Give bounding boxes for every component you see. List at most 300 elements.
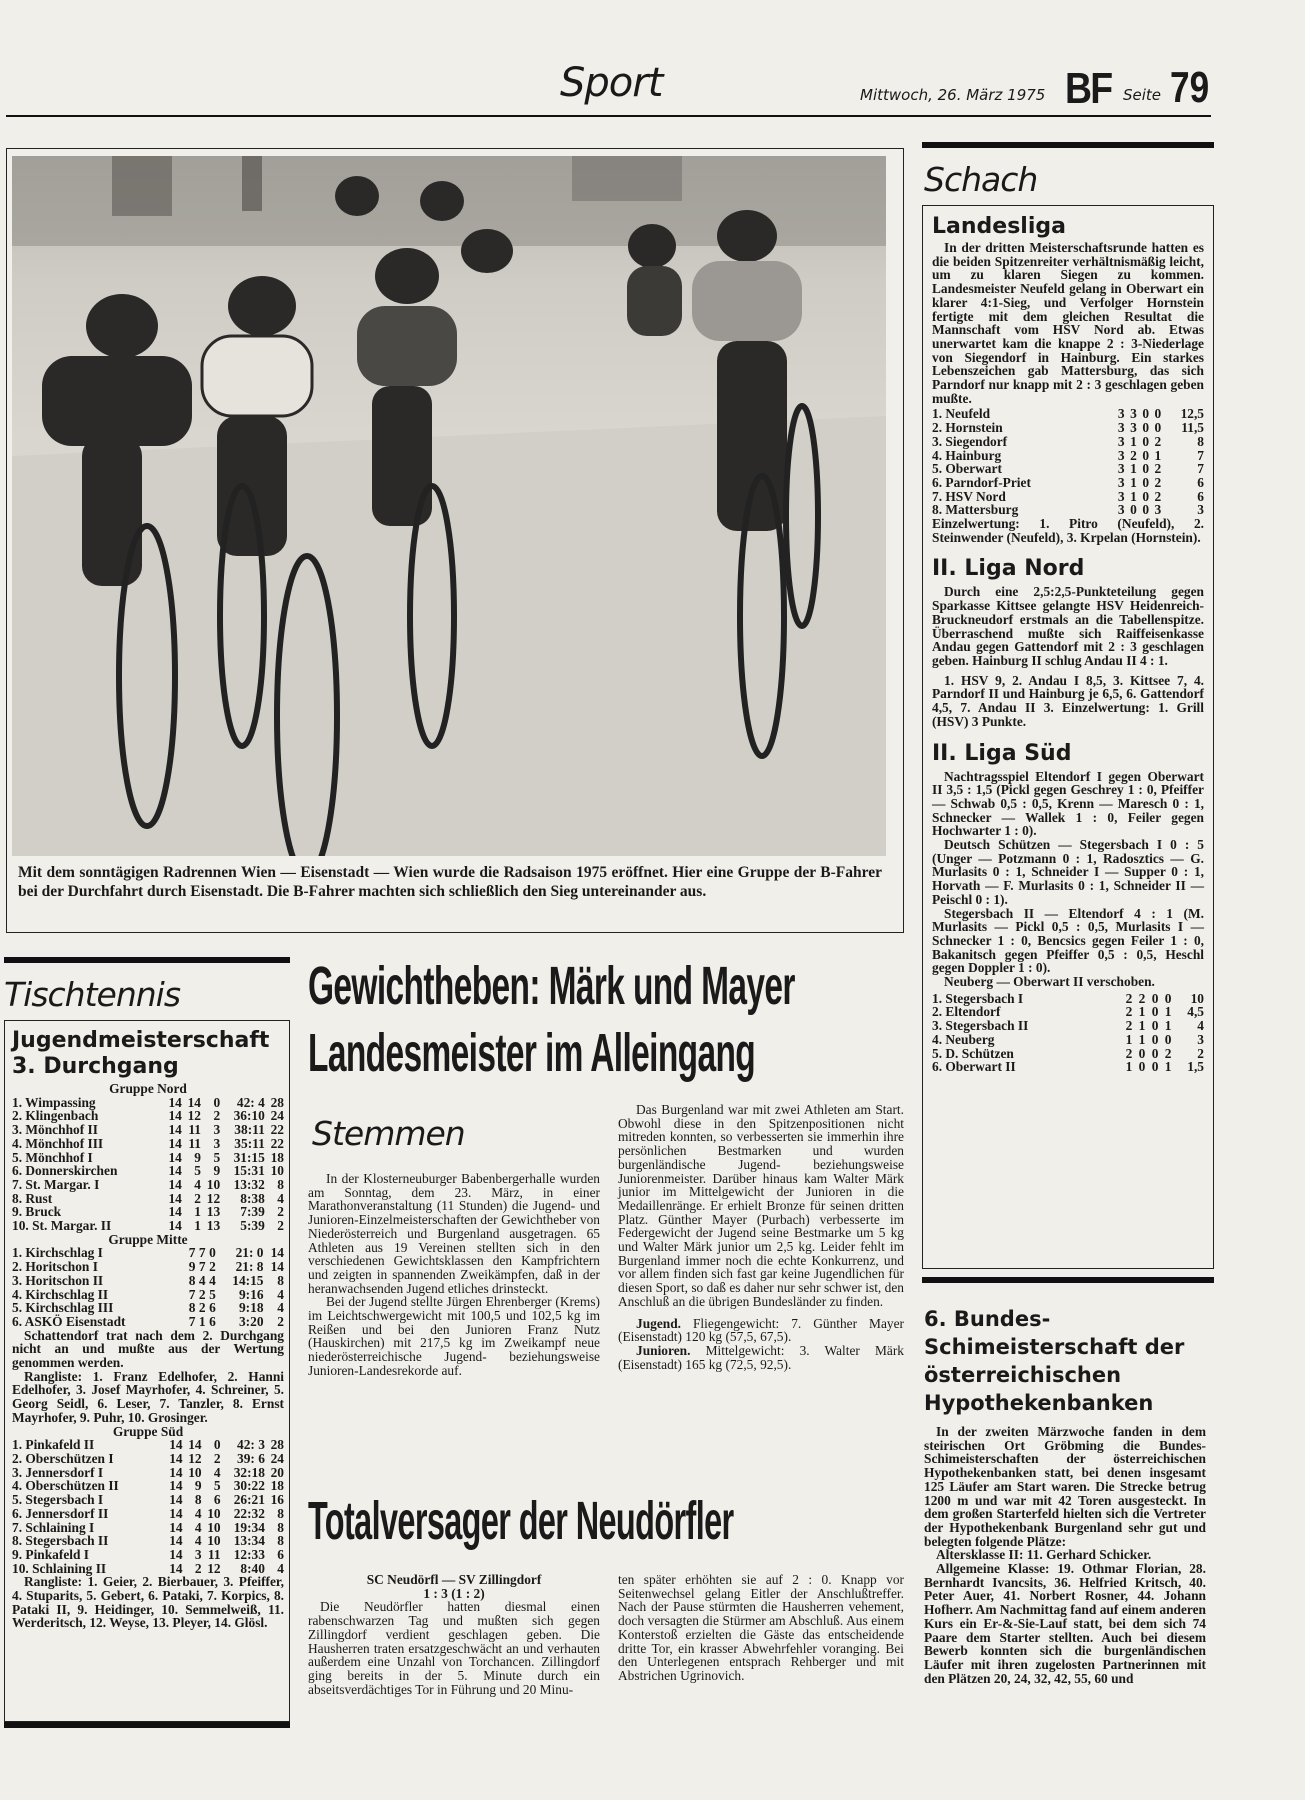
stat-cell: 19:34 — [233, 1519, 265, 1535]
tt-nord-table — [12, 1082, 284, 1233]
stat-cell: 8 — [194, 1492, 202, 1508]
tt-mitte-note: Schattendorf trat nach dem 2. Durchgang nicht an und mußte aus der Wertung genommen werden. — [12, 1327, 284, 1371]
stat-cell: 7:39 — [240, 1204, 265, 1220]
team-name: 4. Mönchhof III — [12, 1135, 104, 1151]
landesliga-row — [932, 435, 1204, 449]
landesliga-row — [932, 449, 1204, 463]
stat-cell: 6 — [213, 1492, 221, 1508]
stat-cell: 24 — [270, 1108, 284, 1124]
team-name: 9. Pinkafeld I — [12, 1546, 90, 1562]
stat-cell: 3 — [1117, 447, 1125, 463]
team-name: 3. Jennersdorf I — [12, 1464, 104, 1480]
stat-cell: 10 — [207, 1505, 221, 1521]
stat-cell: 6 — [1197, 474, 1204, 490]
stat-cell: 2 — [1154, 461, 1162, 477]
stat-cell: 3 — [213, 1122, 221, 1138]
landesliga-title: Landesliga — [932, 214, 1066, 239]
stat-cell: 7 — [198, 1259, 206, 1275]
tt-title2: 3. Durchgang — [12, 1054, 179, 1079]
gewichtheben-headline-2: Landesmeister im Alleingang — [308, 1023, 756, 1083]
tt-mitte-table — [12, 1233, 284, 1329]
stat-cell: 0 — [213, 1437, 221, 1453]
liga-sued-title: II. Liga Süd — [932, 740, 1072, 766]
cyclists-illustration — [12, 156, 886, 856]
liga-sued-row — [932, 1060, 1204, 1074]
stat-cell: 2 — [1164, 1045, 1172, 1061]
stat-cell: 14 — [168, 1218, 182, 1234]
tt-nord-row — [12, 1164, 284, 1178]
stat-cell: 1 — [1164, 1059, 1172, 1075]
stat-cell: 1 — [1125, 1059, 1133, 1075]
stat-cell: 18 — [270, 1149, 284, 1165]
stat-cell: 2 — [277, 1313, 284, 1329]
stat-cell: 0 — [1130, 502, 1137, 518]
stat-cell: 0 — [1154, 420, 1162, 436]
stat-cell: 0 — [1151, 1059, 1159, 1075]
stat-cell: 15:31 — [233, 1163, 265, 1179]
stat-cell: 14 — [270, 1259, 284, 1275]
stat-cell: 1 — [194, 1218, 201, 1234]
gewichtheben-col1 — [308, 1172, 600, 1378]
stat-cell: 8 — [277, 1505, 284, 1521]
team-name: 3. Horitschon II — [12, 1272, 104, 1288]
team-name: 6. ASKÖ Eisenstadt — [12, 1313, 126, 1329]
liga-sued-row — [932, 1019, 1204, 1033]
stat-cell: 3 — [1117, 474, 1125, 490]
stat-cell: 11,5 — [1181, 420, 1204, 436]
team-name: 5. Stegersbach I — [12, 1492, 104, 1508]
team-name: 2. Oberschützen I — [12, 1450, 114, 1466]
stat-cell: 21: 0 — [235, 1245, 264, 1261]
stat-cell: 10 — [207, 1533, 221, 1549]
stat-cell: 0 — [1138, 1045, 1146, 1061]
tt-mitte-row — [12, 1301, 284, 1315]
team-name: 6. Parndorf-Priet — [932, 474, 1031, 490]
stat-cell: 3 — [1197, 1031, 1204, 1047]
gewichtheben-text-1b: Bei der Jugend stellte Jürgen Ehrenberger (Krems) im Leichtschwergewicht mit 100,5 und 102,5 kg im Reißen und bei den Junioren Franz Nutz (Hauskirchen) mit 217,5 kg im Zweikampf neue niederösterreichische Jugend- beziehungsweise Junioren-Landesrekorde auf. — [308, 1294, 600, 1378]
stat-cell: 1 — [1138, 1018, 1146, 1034]
stat-cell: 7 — [188, 1313, 196, 1329]
team-name: 2. Eltendorf — [932, 1004, 1001, 1020]
schi-article — [924, 1305, 1206, 1685]
stat-cell: 3:20 — [238, 1313, 264, 1329]
stat-cell: 11 — [188, 1122, 201, 1138]
gewichtheben-col2 — [618, 1103, 904, 1371]
landesliga-text: In der dritten Meisterschaftsrunde hatten es die beiden Spitzenreiter verhältnismäßig leicht, um zu klaren Siegen zu kommen. Landesmeister Neufeld gelang in Oberwart ein klarer 4:1-Sieg, und Verfolger Hornstein fertigte mit dem gleichen Resultat die Mannschaft vom HSV Nord ab. Etwas unerwartet kam die knappe 2 : 3-Niederlage von Siegendorf in Hainburg. Ein starkes Lebenszeichen gab Mattersburg, das sich Parndorf nur knapp mit 2 : 3 geschlagen geben mußte. — [932, 240, 1204, 406]
stat-cell: 14 — [169, 1505, 183, 1521]
stat-cell: 11 — [207, 1546, 221, 1562]
stat-cell: 14 — [168, 1122, 182, 1138]
section-title: Sport — [560, 60, 663, 106]
team-name: 8. Rust — [12, 1190, 53, 1206]
tt-nord-row — [12, 1178, 284, 1192]
team-name: 5. Kirchschlag III — [12, 1300, 114, 1316]
stat-cell: 7 — [198, 1245, 206, 1261]
stat-cell: 14 — [169, 1464, 183, 1480]
stat-cell: 30:22 — [233, 1478, 265, 1494]
liga-sued-table — [932, 992, 1204, 1074]
stat-cell: 1 — [1130, 474, 1137, 490]
stat-cell: 3 — [1117, 502, 1125, 518]
stat-cell: 6 — [209, 1313, 216, 1329]
stat-cell: 7 — [188, 1286, 196, 1302]
tt-mitte-row — [12, 1274, 284, 1288]
issue-date: Mittwoch, 26. März 1975 — [860, 86, 1046, 104]
tt-sued-row — [12, 1507, 284, 1521]
stat-cell: 4 — [277, 1300, 284, 1316]
tt-sued-row — [12, 1466, 284, 1480]
stat-cell: 0 — [213, 1094, 221, 1110]
team-name: 4. Neuberg — [932, 1031, 995, 1047]
stat-cell: 2 — [198, 1286, 206, 1302]
tt-nord-row — [12, 1137, 284, 1151]
stat-cell: 0 — [1164, 1031, 1172, 1047]
stat-cell: 2 — [277, 1204, 284, 1220]
stat-cell: 8 — [277, 1272, 284, 1288]
stat-cell: 0 — [1142, 447, 1150, 463]
header-rule — [6, 115, 1211, 117]
landesliga-row — [932, 476, 1204, 490]
stat-cell: 14 — [187, 1094, 201, 1110]
stat-cell: 12 — [187, 1108, 201, 1124]
stat-cell: 28 — [270, 1094, 284, 1110]
stat-cell: 0 — [209, 1245, 216, 1261]
team-name: 2. Hornstein — [932, 420, 1003, 436]
stat-cell: 31:15 — [233, 1149, 265, 1165]
landesliga-row — [932, 503, 1204, 517]
tt-section-title: Tischtennis — [4, 975, 181, 1014]
team-name: 1. Wimpassing — [12, 1094, 96, 1110]
tt-nord-row — [12, 1151, 284, 1165]
stat-cell: 3 — [1117, 420, 1125, 436]
tt-mitte-row — [12, 1260, 284, 1274]
team-name: 8. Mattersburg — [932, 502, 1019, 518]
stat-cell: 14 — [168, 1176, 182, 1192]
landesliga-row — [932, 490, 1204, 504]
stat-cell: 10 — [1190, 990, 1204, 1006]
stat-cell: 4 — [194, 1519, 202, 1535]
schach-content — [932, 210, 1204, 1074]
stat-cell: 2 — [1130, 447, 1137, 463]
stat-cell: 8 — [188, 1272, 196, 1288]
fussball-match: SC Neudörfl — SV Zillingdorf — [366, 1572, 542, 1587]
stat-cell: 28 — [270, 1437, 284, 1453]
stat-cell: 4 — [213, 1464, 221, 1480]
stat-cell: 2 — [198, 1300, 206, 1316]
tt-sued-row — [12, 1493, 284, 1507]
liga-sued-row — [932, 1047, 1204, 1061]
stat-cell: 10 — [206, 1176, 221, 1192]
stat-cell: 14 — [168, 1135, 182, 1151]
stat-cell: 1 — [1154, 447, 1162, 463]
stat-cell: 6 — [277, 1546, 284, 1562]
stat-cell: 4 — [277, 1286, 284, 1302]
fussball-col2 — [618, 1573, 904, 1683]
tt-sued-row — [12, 1562, 284, 1576]
liga-nord-title: II. Liga Nord — [932, 556, 1085, 582]
tt-mitte-row — [12, 1246, 284, 1260]
stat-cell: 0 — [1151, 1004, 1159, 1020]
deutsch-head: Deutsch Schützen — Stegersbach I 0 : 5 — [944, 837, 1204, 853]
stat-cell: 0 — [1164, 990, 1172, 1006]
stat-cell: 21: 8 — [235, 1259, 264, 1275]
stat-cell: 4 — [1197, 1018, 1204, 1034]
gewichtheben-kicker: Stemmen — [312, 1114, 465, 1153]
team-name: 6. Oberwart II — [932, 1059, 1016, 1075]
stat-cell: 0 — [1142, 474, 1150, 490]
stat-cell: 38:11 — [234, 1122, 265, 1138]
stat-cell: 13 — [206, 1204, 221, 1220]
stat-cell: 8 — [277, 1519, 284, 1535]
stat-cell: 0 — [1138, 1059, 1146, 1075]
stat-cell: 9 — [194, 1478, 202, 1494]
tt-nord-row — [12, 1219, 284, 1233]
stat-cell: 14 — [169, 1492, 183, 1508]
page-number: 79 — [1170, 63, 1210, 112]
tt-title1: Jugendmeisterschaft — [12, 1028, 270, 1053]
stat-cell: 13 — [206, 1218, 221, 1234]
tt-sued-row — [12, 1438, 284, 1452]
stat-cell: 14 — [169, 1437, 183, 1453]
stat-cell: 14 — [169, 1478, 183, 1494]
stat-cell: 1 — [1164, 1018, 1172, 1034]
stat-cell: 12 — [206, 1190, 221, 1206]
stat-cell: 0 — [1154, 406, 1162, 422]
team-name: 3. Mönchhof II — [12, 1122, 98, 1138]
gewichtheben-text-2: Das Burgenland war mit zwei Athleten am Start. Obwohl diese in den Spitzenpositionen nicht mitreden konnten, so verbesserten sie immerhin ihre persönlichen Bestmarken und wurden burgenländische Jugend- beziehungsweise Juniorenmeister. Darüber hinaus kam Walter Märk junior im Mittelgewicht der Junioren in die Medaillenränge. Er erhielt Bronze für seinen dritten Platz. Günther Mayer (Purbach) verbesserte im Federgewicht der Jugend seine Bestmarke um 5 kg und Walter Märk junior um 2,5 kg. Leider fehlt im Burgenland immer noch die echte Konkurrenz, und vor allem finden sich fast gar keine Jugendlichen für diesen Sport, so daß es daher nur sehr schwer ist, den Anschluß an die übrigen Bundesländer zu finden. — [618, 1102, 904, 1309]
stat-cell: 9 — [194, 1149, 201, 1165]
stat-cell: 4 — [198, 1272, 206, 1288]
stat-cell: 3 — [1197, 502, 1204, 518]
junioren-label: Junioren. — [636, 1342, 691, 1358]
stat-cell: 8 — [1197, 433, 1204, 449]
stat-cell: 2 — [1154, 488, 1162, 504]
stat-cell: 5:39 — [240, 1218, 265, 1234]
schi-text: In der zweiten Märzwoche fanden in dem steirischen Ort Gröbming die Bundes-Schimeisterschaften der österreichischen Hypothekenbanken statt, bei denen insgesamt 125 Läufer am Start waren. Die Strecke betrug 1200 m und war mit 42 Toren ausgesteckt. In dem großen Starterfeld hielten sich die Vertreter der Hypothekenbank Burgenland sehr gut und belegten folgende Plätze: — [924, 1424, 1206, 1549]
liga-sued-row — [932, 1033, 1204, 1047]
landesliga-einzel: Einzelwertung: 1. Pitro (Neufeld), 2. Steinwender (Neufeld), 3. Krpelan (Hornstein). — [932, 516, 1204, 545]
stat-cell: 10 — [270, 1163, 284, 1179]
team-name: 4. Hainburg — [932, 447, 1002, 463]
tt-sued-rang: 1. Geier, 2. Bierbauer, 3. Pfeiffer, 4. Stuparits, 5. Gebert, 6. Pataki, 7. Korpics, 8. Pataki II, 9. Heidinger, 10. Semmelweiß, 11. Werderitsch, 12. Weyse, 13. Pleyer, 14. Glösl. — [12, 1574, 284, 1631]
newspaper-logo: BF — [1065, 64, 1112, 113]
fussball-col1 — [308, 1573, 600, 1696]
team-name: 5. Oberwart — [932, 461, 1002, 477]
team-name: 5. Mönchhof I — [12, 1149, 93, 1165]
nachtrag-head: Nachtragsspiel Eltendorf I gegen Oberwart II 3,5 : 1,5 — [932, 768, 1204, 798]
stat-cell: 0 — [1142, 488, 1150, 504]
stat-cell: 0 — [1142, 433, 1150, 449]
stat-cell: 0 — [1142, 420, 1150, 436]
stat-cell: 2 — [1125, 1045, 1133, 1061]
tt-content — [12, 1028, 284, 1630]
team-name: 8. Stegersbach II — [12, 1533, 109, 1549]
team-name: 3. Stegersbach II — [932, 1018, 1029, 1034]
stat-cell: 22:32 — [233, 1505, 265, 1521]
tt-sued-row — [12, 1452, 284, 1466]
stat-cell: 3 — [1154, 502, 1162, 518]
stat-cell: 12,5 — [1180, 406, 1204, 422]
tt-nord-row — [12, 1192, 284, 1206]
stat-cell: 13:32 — [233, 1176, 265, 1192]
stat-cell: 1 — [198, 1313, 206, 1329]
stat-cell: 0 — [1151, 1031, 1159, 1047]
tt-mitte-rang-label: Rangliste: — [24, 1368, 83, 1384]
stat-cell: 1 — [1125, 1031, 1133, 1047]
stat-cell: 1 — [1138, 1031, 1146, 1047]
stat-cell: 3 — [1117, 406, 1125, 422]
stat-cell: 1 — [1130, 488, 1137, 504]
tt-nord-row — [12, 1205, 284, 1219]
steg-text: (M. Murlasits — Pickl 0,5 : 0,5, Murlasits I — Schnecker 1 : 0, Bencsics gegen Feiler 1 : 0, Bakanitsch gegen Pfeiffer 0,5 : 0,5, Heschl gegen Doppler 1 : 0). — [932, 905, 1204, 976]
team-name: 2. Horitschon I — [12, 1259, 98, 1275]
fussball-headline: Totalversager der Neudörfler — [308, 1491, 734, 1551]
stat-cell: 10 — [188, 1464, 202, 1480]
page-label: Seite — [1123, 86, 1162, 104]
schi-top-rule — [922, 1277, 1214, 1283]
stat-cell: 32:18 — [233, 1464, 265, 1480]
schi-alter-label: Altersklasse II: — [936, 1547, 1024, 1563]
team-name: 4. Oberschützen II — [12, 1478, 119, 1494]
stat-cell: 9 — [213, 1163, 221, 1179]
stat-cell: 8 — [188, 1300, 196, 1316]
stat-cell: 2 — [1125, 1004, 1133, 1020]
stat-cell: 5 — [213, 1149, 221, 1165]
schi-alter-text: 11. Gerhard Schicker. — [1026, 1547, 1152, 1563]
stat-cell: 12:33 — [233, 1546, 265, 1562]
team-name: 7. St. Margar. I — [12, 1176, 100, 1192]
stat-cell: 12 — [207, 1560, 221, 1576]
stat-cell: 6 — [209, 1300, 216, 1316]
gewichtheben-text-1: In der Klosterneuburger Babenbergerhalle wurden am Sonntag, dem 23. März, in einer Marathonveranstaltung (11 Stunden) die Jugend- und Junioren-Einzelmeisterschaften der Gewichtheber von Niederösterreich und Burgenland ausgetragen. 65 Athleten aus 19 Vereinen stellten sich in den verschiedenen Gewichtsklassen den Kampfrichtern und zeigten in spannenden Zweikämpfen, daß in der heranwachsenden Jugend etliches drinsteckt. — [308, 1171, 600, 1296]
stat-cell: 22 — [270, 1122, 284, 1138]
team-name: 5. D. Schützen — [932, 1045, 1014, 1061]
tt-top-rule — [4, 957, 290, 963]
stat-cell: 0 — [1142, 461, 1150, 477]
stat-cell: 10 — [207, 1519, 221, 1535]
stat-cell: 9:16 — [238, 1286, 264, 1302]
stat-cell: 14 — [168, 1149, 182, 1165]
stat-cell: 42: 3 — [237, 1437, 265, 1453]
landesliga-row — [932, 462, 1204, 476]
stat-cell: 8 — [277, 1176, 284, 1192]
schi-allg-text: 19. Othmar Florian, 28. Bernhardt Ivancsits, 36. Helfried Kritsch, 40. Peter Auer, 41. Norbert Rosner, 44. Johann Hofherr. Am Nachmittag fand auf einem anderen Kurs ein Er-&-Sie-Lauf statt, bei dem sich 74 Paare dem Starter stellten. Auch bei diesem Bewerb konnten sich die burgenländischen Läufer mit ihren zugelosten Partnerinnen mit den Plätzen 20, 24, 32, 42, 55, 60 und — [924, 1561, 1206, 1686]
team-name: 7. HSV Nord — [932, 488, 1006, 504]
stat-cell: 14 — [168, 1108, 182, 1124]
group-heading: Gruppe Süd — [112, 1423, 184, 1439]
stat-cell: 0 — [1142, 406, 1150, 422]
stat-cell: 4 — [209, 1272, 216, 1288]
liga-sued-row — [932, 1005, 1204, 1019]
stat-cell: 14 — [169, 1519, 183, 1535]
stat-cell: 14 — [188, 1437, 202, 1453]
cycling-photo — [12, 156, 886, 856]
stat-cell: 9:18 — [238, 1300, 264, 1316]
stat-cell: 6 — [1197, 488, 1204, 504]
tt-nord-row — [12, 1123, 284, 1137]
stat-cell: 2 — [1125, 1018, 1133, 1034]
tt-sued-row — [12, 1479, 284, 1493]
tt-mitte-rang: 1. Franz Edelhofer, 2. Hanni Edelhofer, 3. Josef Mayrhofer, 4. Schreiner, 5. Georg Seidl, 6. Leser, 7. Tanzler, 8. Ernst Mayrhofer, 9. Puhr, 10. Grosinger. — [12, 1368, 285, 1425]
stat-cell: 24 — [270, 1450, 284, 1466]
stat-cell: 2 — [209, 1259, 216, 1275]
stat-cell: 14 — [168, 1163, 182, 1179]
stat-cell: 8 — [277, 1533, 284, 1549]
stat-cell: 35:11 — [234, 1135, 265, 1151]
stat-cell: 4 — [194, 1533, 202, 1549]
stat-cell: 1 — [1130, 433, 1137, 449]
stat-cell: 3 — [1117, 433, 1125, 449]
tt-mitte-row — [12, 1288, 284, 1302]
stat-cell: 2 — [1197, 1045, 1204, 1061]
team-name: 10. St. Margar. II — [12, 1218, 112, 1234]
stat-cell: 8:38 — [240, 1190, 265, 1206]
stat-cell: 3 — [1117, 488, 1125, 504]
stat-cell: 2 — [1154, 433, 1162, 449]
stat-cell: 36:10 — [233, 1108, 265, 1124]
landesliga-row — [932, 407, 1204, 421]
stat-cell: 3 — [1117, 461, 1125, 477]
stat-cell: 3 — [1130, 420, 1137, 436]
landesliga-row — [932, 421, 1204, 435]
junioren-text: Mittelgewicht: 3. Walter Märk (Eisenstadt) 165 kg (72,5, 92,5). — [618, 1342, 904, 1372]
stat-cell: 2 — [194, 1560, 202, 1576]
stat-cell: 14 — [168, 1094, 182, 1110]
team-name: 4. Kirchschlag II — [12, 1286, 109, 1302]
stat-cell: 14 — [168, 1190, 182, 1206]
schi-allg-label: Allgemeine Klasse: — [936, 1561, 1050, 1577]
tt-nord-row — [12, 1096, 284, 1110]
stat-cell: 16 — [270, 1492, 284, 1508]
stat-cell: 3 — [194, 1546, 202, 1562]
stat-cell: 18 — [270, 1478, 284, 1494]
stat-cell: 4 — [194, 1176, 201, 1192]
stat-cell: 12 — [188, 1450, 202, 1466]
group-heading: Gruppe Mitte — [108, 1231, 188, 1247]
jugend-label: Jugend. — [636, 1315, 682, 1331]
team-name: 10. Schlaining II — [12, 1560, 107, 1576]
jugend-text: Fliegengewicht: 7. Günther Mayer (Eisenstadt) 120 kg (57,5, 67,5). — [618, 1315, 904, 1345]
stat-cell: 2 — [213, 1450, 221, 1466]
stat-cell: 4 — [194, 1505, 202, 1521]
stat-cell: 42: 4 — [236, 1094, 265, 1110]
tt-bottom-rule — [4, 1722, 290, 1728]
tt-sued-row — [12, 1548, 284, 1562]
tt-sued-rang-label: Rangliste: — [24, 1574, 83, 1590]
stat-cell: 14:15 — [232, 1272, 264, 1288]
deutsch-text: (Unger — Potzmann 0 : 1, Radosztics — G. Murlasits 0 : 1, Schneider I — Supper 0 : 1, Horvath — F. Murlasits 0 : 1, Schneider II — Peischl 0 : 1). — [932, 850, 1204, 907]
stat-cell: 2 — [1138, 990, 1146, 1006]
stat-cell: 14 — [169, 1533, 183, 1549]
steg-head: Stegersbach II — Eltendorf 4 : 1 — [944, 905, 1174, 921]
gewichtheben-headline-1: Gewichtheben: Märk und Mayer — [308, 956, 795, 1016]
stat-cell: 1,5 — [1187, 1059, 1204, 1075]
stat-cell: 11 — [188, 1135, 201, 1151]
schi-title: 6. Bundes-Schimeisterschaft der österreichischen Hypothekenbanken — [924, 1307, 1185, 1415]
fussball-text-1: Die Neudörfler hatten diesmal einen rabenschwarzen Tag und mußten sich gegen Zillingdorf verdient geschlagen geben. Die Hausherren traten ersatzgeschwächt an und verhauten außerdem eine Unzahl von Torchancen. Zillingdorf ging bereits in der 5. Minute durch ein abseitsverdächtiges Tor in Führung und 20 Minu- — [308, 1599, 600, 1697]
stat-cell: 0 — [1142, 502, 1150, 518]
liga-sued-row — [932, 992, 1204, 1006]
stat-cell: 14 — [169, 1560, 183, 1576]
stat-cell: 9 — [188, 1259, 196, 1275]
fussball-score: 1 : 3 (1 : 2) — [423, 1585, 485, 1601]
stat-cell: 5 — [213, 1478, 221, 1494]
stat-cell: 20 — [270, 1464, 284, 1480]
stat-cell: 2 — [277, 1218, 284, 1234]
stat-cell: 14 — [169, 1546, 183, 1562]
stat-cell: 26:21 — [233, 1492, 265, 1508]
stat-cell: 4 — [277, 1560, 284, 1576]
